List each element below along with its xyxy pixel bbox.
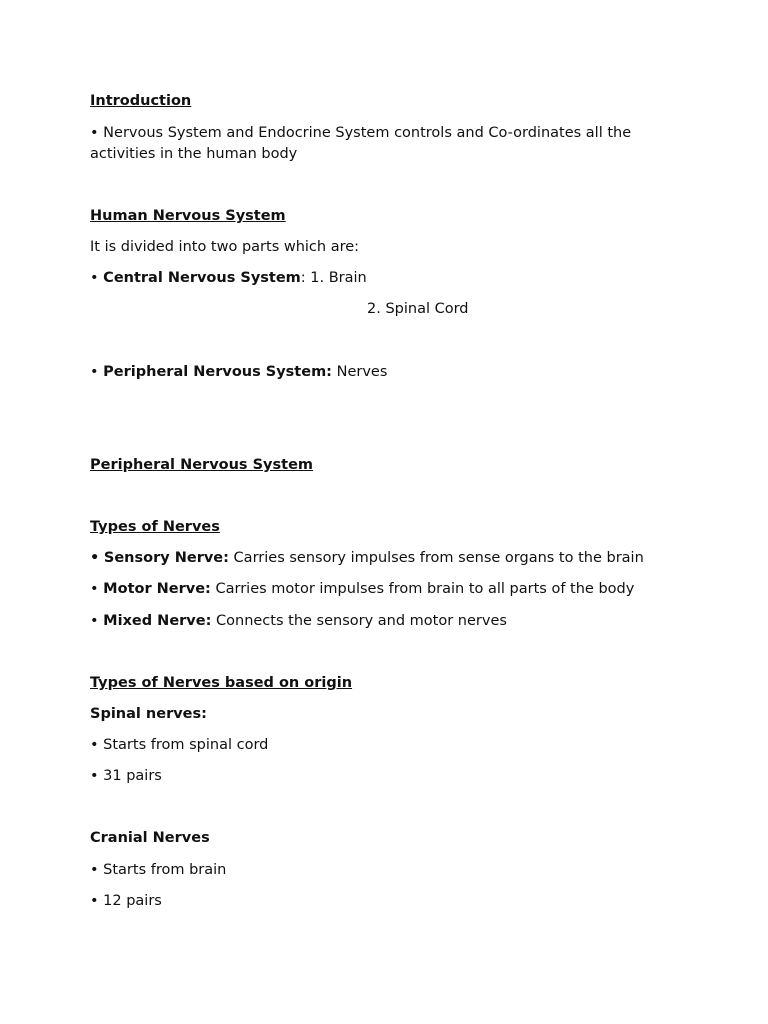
document-page — [90, 0, 690, 1024]
spinal-item: • 31 pairs — [90, 768, 162, 784]
motor-nerve-text: Carries motor impulses from brain to all parts of the body — [210, 581, 635, 597]
introduction-heading: Introduction — [90, 93, 192, 109]
introduction-text: Nervous System and Endocrine System controls and Co-ordinates all the activities in the human body — [90, 125, 632, 162]
sensory-nerve-label: Sensory Nerve: — [103, 550, 229, 566]
spinal-nerves-heading: Spinal nerves: — [90, 706, 207, 722]
motor-nerve-item — [90, 579, 634, 600]
cns-value: : 1. Brain — [300, 270, 367, 286]
human-nervous-system-intro: It is divided into two parts which are: — [90, 239, 360, 255]
cranial-item: • 12 pairs — [90, 893, 162, 909]
mixed-nerve-item — [90, 611, 507, 632]
bullet: • — [90, 581, 99, 597]
types-of-nerves-heading: Types of Nerves — [90, 519, 220, 535]
bullet: • — [90, 125, 99, 141]
pns-label: Peripheral Nervous System: — [103, 364, 332, 380]
human-nervous-system-heading: Human Nervous System — [90, 208, 286, 224]
sensory-nerve-text: Carries sensory impulses from sense organs to the brain — [228, 550, 644, 566]
cranial-item: • Starts from brain — [90, 862, 227, 878]
bullet: • — [90, 613, 99, 629]
bullet: • — [90, 550, 100, 566]
bullet: • — [90, 364, 99, 380]
mixed-nerve-text: Connects the sensory and motor nerves — [211, 613, 507, 629]
cns-value-2: 2. Spinal Cord — [367, 301, 469, 317]
pns-value: Nerves — [331, 364, 388, 380]
cns-label: Central Nervous System — [103, 270, 301, 286]
origin-heading: Types of Nerves based on origin — [90, 675, 353, 691]
introduction-paragraph — [90, 123, 670, 165]
cns-item — [90, 268, 367, 289]
mixed-nerve-label: Mixed Nerve: — [103, 613, 212, 629]
pns-item — [90, 362, 387, 383]
cranial-nerves-heading: Cranial Nerves — [90, 830, 210, 846]
motor-nerve-label: Motor Nerve: — [103, 581, 211, 597]
sensory-nerve-item — [90, 548, 644, 569]
peripheral-nervous-system-heading: Peripheral Nervous System — [90, 457, 314, 473]
spinal-item: • Starts from spinal cord — [90, 737, 269, 753]
bullet: • — [90, 270, 99, 286]
